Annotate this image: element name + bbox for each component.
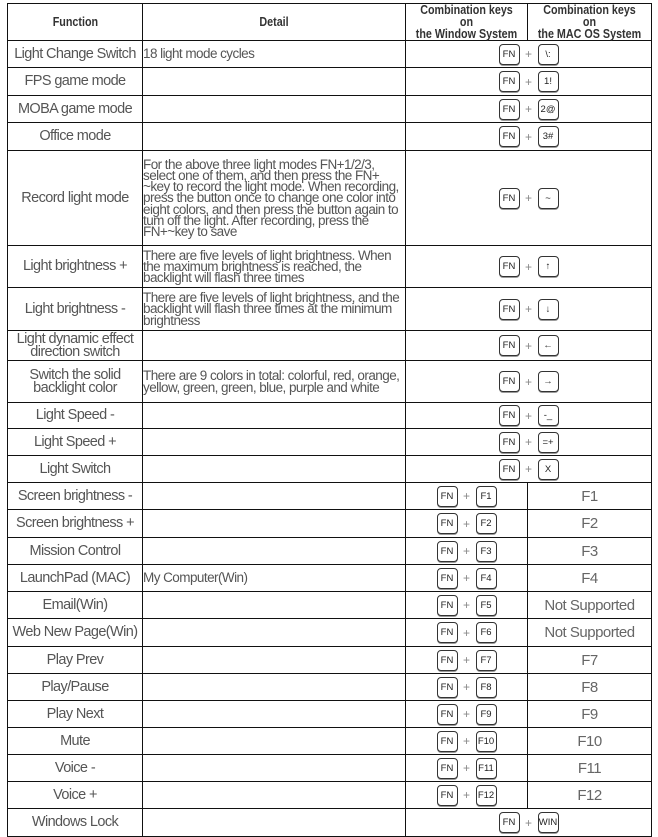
plus-sign: +: [524, 338, 532, 353]
function-cell: Play/Pause: [8, 674, 143, 701]
detail-cell: [143, 123, 406, 151]
fn-key-icon: FN: [437, 650, 458, 671]
table-row: [8, 782, 652, 809]
combo-keys-cell: [406, 123, 652, 151]
function-cell: Web New Page(Win): [8, 619, 143, 647]
table-row: [8, 619, 652, 647]
f2-key-icon: F2: [476, 513, 497, 534]
win-keys-cell: [406, 565, 528, 592]
plus-sign: +: [462, 625, 470, 640]
fn-key-icon: FN: [499, 812, 520, 833]
function-cell: Office mode: [8, 123, 143, 151]
function-cell: Mission Control: [8, 538, 143, 565]
one-key-icon: 1!: [538, 71, 559, 92]
fn-key-icon: FN: [437, 785, 458, 806]
function-cell: Windows Lock: [8, 809, 143, 837]
equals-plus-key-icon: =+: [538, 432, 559, 453]
detail-cell: [143, 728, 406, 755]
fn-key-icon: FN: [499, 126, 520, 147]
table-row: [8, 288, 652, 331]
plus-sign: +: [524, 47, 532, 61]
f3-key-icon: F3: [476, 541, 497, 562]
plus-sign: +: [462, 571, 470, 585]
plus-sign: +: [462, 489, 470, 503]
combo-keys-cell: [406, 96, 652, 123]
table-row: [8, 68, 652, 96]
table-row: [8, 246, 652, 288]
win-keys-cell: [406, 592, 528, 619]
mac-keys-cell: Not Supported: [528, 619, 652, 647]
table-row: [8, 96, 652, 123]
combo-keys-cell: [406, 68, 652, 96]
fn-key-icon: FN: [499, 371, 520, 392]
plus-sign: +: [462, 707, 470, 721]
function-cell: FPS game mode: [8, 68, 143, 96]
function-cell: Light Speed -: [8, 403, 143, 429]
function-cell: Light Speed +: [8, 429, 143, 456]
function-cell: Screen brightness +: [8, 510, 143, 538]
plus-sign: +: [462, 788, 470, 802]
function-cell: Screen brightness -: [8, 483, 143, 510]
combo-keys-cell: [406, 151, 652, 246]
fn-key-icon: FN: [437, 486, 458, 507]
fn-key-icon: FN: [499, 71, 520, 92]
f4-key-icon: F4: [476, 568, 497, 589]
detail-cell: [143, 647, 406, 674]
table-row: [8, 151, 652, 246]
combo-keys-cell: [406, 288, 652, 331]
detail-cell: [143, 674, 406, 701]
win-keys-cell: [406, 510, 528, 538]
table-row: [8, 592, 652, 619]
combo-keys-cell: [406, 429, 652, 456]
table-row: [8, 510, 652, 538]
fn-key-icon: FN: [437, 595, 458, 616]
fn-key-icon: FN: [437, 568, 458, 589]
combo-keys-cell: [406, 809, 652, 837]
plus-sign: +: [524, 302, 532, 316]
win-key-icon: WIN: [538, 812, 559, 833]
function-cell: Mute: [8, 728, 143, 755]
table-row: [8, 701, 652, 728]
fn-key-icon: FN: [499, 256, 520, 277]
header-detail: Detail: [143, 4, 406, 41]
f8-key-icon: F8: [476, 677, 497, 698]
function-cell: Play Next: [8, 701, 143, 728]
mac-keys-cell: F8: [528, 674, 652, 701]
detail-cell: [143, 809, 406, 837]
table-row: [8, 361, 652, 403]
plus-sign: +: [524, 74, 532, 89]
win-keys-cell: [406, 674, 528, 701]
table-row: [8, 538, 652, 565]
f7-key-icon: F7: [476, 650, 497, 671]
f6-key-icon: F6: [476, 622, 497, 643]
plus-sign: +: [462, 734, 470, 748]
mac-keys-cell: F9: [528, 701, 652, 728]
function-cell: Light brightness -: [8, 288, 143, 331]
plus-sign: +: [524, 435, 532, 449]
win-keys-cell: [406, 728, 528, 755]
fn-key-icon: FN: [499, 405, 520, 426]
fn-key-icon: FN: [499, 188, 520, 209]
fn-key-icon: FN: [499, 44, 520, 65]
f9-key-icon: F9: [476, 704, 497, 725]
function-cell: Switch the solid backlight color: [8, 361, 143, 403]
header-win-keys: Combination keys on the Window System: [406, 4, 528, 41]
plus-sign: +: [524, 191, 532, 205]
mac-keys-cell: F4: [528, 565, 652, 592]
detail-cell: For the above three light modes FN+1/2/3, select one of them, and then press the FN+ ~key to record the light mode. When recording, press the button once to change one color into eight colors, and then press the button again to tum off the light. After recording, press the FN+~key to save: [143, 151, 406, 246]
detail-cell: [143, 701, 406, 728]
plus-sign: +: [462, 680, 470, 694]
detail-cell: [143, 331, 406, 361]
function-cell: Light dynamic effect direction switch: [8, 331, 143, 361]
fn-key-icon: FN: [437, 513, 458, 534]
detail-cell: [143, 456, 406, 483]
plus-sign: +: [462, 516, 470, 531]
fn-key-icon: FN: [437, 622, 458, 643]
detail-cell: There are five levels of light brightness, and the backlight will flash three times at the minimum brightness: [143, 288, 406, 331]
table-row: [8, 647, 652, 674]
combo-keys-cell: [406, 456, 652, 483]
f5-key-icon: F5: [476, 595, 497, 616]
function-cell: Record light mode: [8, 151, 143, 246]
fn-key-icon: FN: [499, 432, 520, 453]
plus-sign: +: [524, 259, 532, 274]
table-row: [8, 331, 652, 361]
arrow-right-key-icon: →: [538, 371, 559, 392]
function-cell: Voice -: [8, 755, 143, 782]
win-keys-cell: [406, 782, 528, 809]
table-row: [8, 674, 652, 701]
table-row: [8, 755, 652, 782]
combo-keys-cell: [406, 246, 652, 288]
plus-sign: +: [524, 462, 532, 476]
table-row: [8, 429, 652, 456]
win-keys-cell: [406, 755, 528, 782]
f1-key-icon: F1: [476, 486, 497, 507]
table-row: [8, 41, 652, 68]
table-row: [8, 565, 652, 592]
detail-cell: [143, 538, 406, 565]
minus-key-icon: -_: [538, 405, 559, 426]
mac-keys-cell: F1: [528, 483, 652, 510]
combo-keys-cell: [406, 403, 652, 429]
detail-cell: There are 9 colors in total: colorful, red, orange, yellow, green, green, blue, purple and white: [143, 361, 406, 403]
keyboard-function-table: [7, 3, 652, 837]
fn-key-icon: FN: [499, 299, 520, 320]
function-cell: MOBA game mode: [8, 96, 143, 123]
header-function: Function: [8, 4, 143, 41]
f12-key-icon: F12: [476, 785, 497, 806]
detail-cell: [143, 96, 406, 123]
function-cell: Play Prev: [8, 647, 143, 674]
plus-sign: +: [524, 129, 532, 144]
arrow-up-key-icon: ↑: [538, 256, 559, 277]
arrow-left-key-icon: ←: [538, 335, 559, 356]
x-key-icon: X: [538, 459, 559, 480]
backslash-key-icon: \:: [538, 44, 559, 65]
mac-keys-cell: F7: [528, 647, 652, 674]
table-row: [8, 456, 652, 483]
detail-cell: [143, 510, 406, 538]
two-key-icon: 2@: [538, 99, 559, 120]
function-cell: Light Change Switch: [8, 41, 143, 68]
plus-sign: +: [524, 374, 532, 389]
detail-cell: [143, 619, 406, 647]
win-keys-cell: [406, 483, 528, 510]
tilde-key-icon: ~: [538, 188, 559, 209]
plus-sign: +: [462, 653, 470, 667]
combo-keys-cell: [406, 41, 652, 68]
fn-key-icon: FN: [437, 677, 458, 698]
detail-cell: 18 light mode cycles: [143, 41, 406, 68]
detail-cell: There are five levels of light brightness. When the maximum brightness is reached, the backlight will flash three times: [143, 246, 406, 288]
arrow-down-key-icon: ↓: [538, 299, 559, 320]
function-cell: Light Switch: [8, 456, 143, 483]
detail-cell: [143, 429, 406, 456]
plus-sign: +: [524, 815, 532, 830]
detail-cell: [143, 483, 406, 510]
win-keys-cell: [406, 538, 528, 565]
win-keys-cell: [406, 647, 528, 674]
detail-cell: [143, 403, 406, 429]
fn-key-icon: FN: [437, 704, 458, 725]
win-keys-cell: [406, 701, 528, 728]
plus-sign: +: [524, 408, 532, 423]
detail-cell: My Computer(Win): [143, 565, 406, 592]
plus-sign: +: [462, 544, 470, 558]
mac-keys-cell: Not Supported: [528, 592, 652, 619]
fn-key-icon: FN: [499, 335, 520, 356]
table-row: [8, 123, 652, 151]
mac-keys-cell: F3: [528, 538, 652, 565]
mac-keys-cell: F11: [528, 755, 652, 782]
function-cell: LaunchPad (MAC): [8, 565, 143, 592]
table-row: [8, 483, 652, 510]
detail-cell: [143, 592, 406, 619]
table-row: [8, 728, 652, 755]
table-row: [8, 809, 652, 837]
function-cell: Voice +: [8, 782, 143, 809]
table-row: [8, 403, 652, 429]
combo-keys-cell: [406, 361, 652, 403]
table-header-row: [8, 4, 652, 41]
plus-sign: +: [524, 102, 532, 116]
detail-cell: [143, 68, 406, 96]
win-keys-cell: [406, 619, 528, 647]
mac-keys-cell: F2: [528, 510, 652, 538]
mac-keys-cell: F12: [528, 782, 652, 809]
detail-cell: [143, 755, 406, 782]
fn-key-icon: FN: [499, 459, 520, 480]
f10-key-icon: F10: [476, 731, 497, 752]
three-key-icon: 3#: [538, 126, 559, 147]
fn-key-icon: FN: [437, 541, 458, 562]
header-mac-keys: Combination keys on the MAC OS System: [528, 4, 652, 41]
mac-keys-cell: F10: [528, 728, 652, 755]
plus-sign: +: [462, 598, 470, 612]
combo-keys-cell: [406, 331, 652, 361]
function-cell: Email(Win): [8, 592, 143, 619]
fn-key-icon: FN: [437, 731, 458, 752]
fn-key-icon: FN: [437, 758, 458, 779]
plus-sign: +: [462, 761, 470, 775]
fn-key-icon: FN: [499, 99, 520, 120]
f11-key-icon: F11: [476, 758, 497, 779]
detail-cell: [143, 782, 406, 809]
function-cell: Light brightness +: [8, 246, 143, 288]
